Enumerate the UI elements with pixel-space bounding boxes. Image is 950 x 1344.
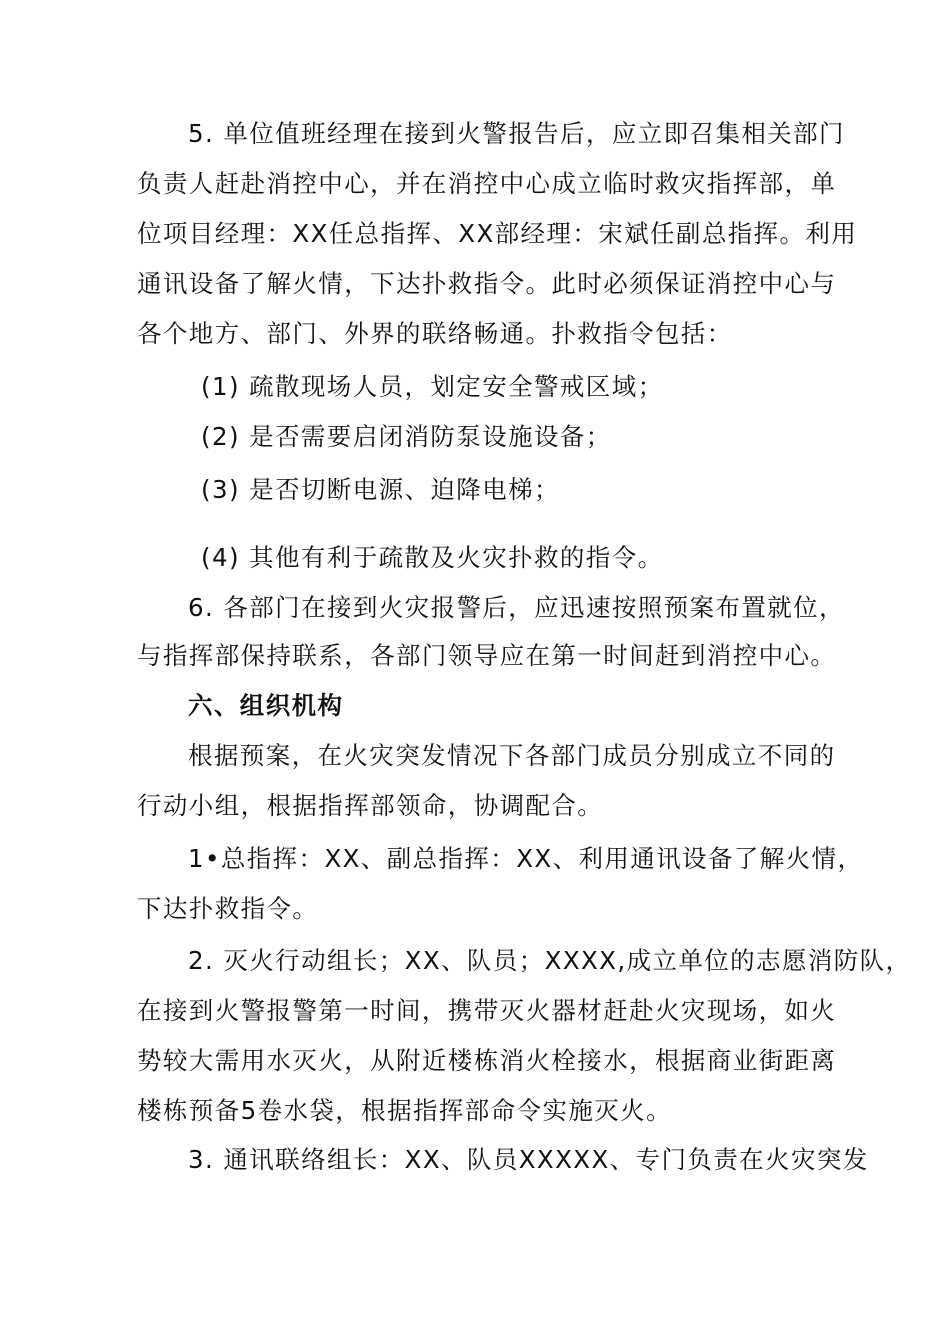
section-heading: 六、组织机构 [188, 691, 344, 720]
list-item-3: (3) 是否切断电源、迫降电梯； [201, 475, 560, 504]
paragraph-5-line-5: 各个地方、部门、外界的联络畅通。扑救指令包括： [137, 319, 733, 348]
group-3-line-1: 3. 通讯联络组长：XX、队员XXXXX、专门负责在火灾突发 [188, 1145, 869, 1174]
intro-line-1: 根据预案，在火灾突发情况下各部门成员分别成立不同的 [188, 741, 836, 770]
list-item-2: (2) 是否需要启闭消防泵设施设备； [201, 422, 612, 451]
group-1-line-1: 1•总指挥：XX、副总指挥：XX、利用通讯设备了解火情， [188, 844, 864, 873]
group-1-line-2: 下达扑救指令。 [137, 894, 319, 923]
paragraph-6-line-2: 与指挥部保持联系，各部门领导应在第一时间赶到消控中心。 [137, 641, 837, 670]
group-2-line-1: 2. 灭火行动组长；XX、队员；XXXX,成立单位的志愿消防队， [188, 946, 912, 975]
group-2-line-2: 在接到火警报警第一时间，携带灭火器材赶赴火灾现场，如火 [137, 996, 837, 1025]
paragraph-6-line-1: 6. 各部门在接到火灾报警后，应迅速按照预案布置就位， [188, 593, 845, 622]
list-item-4: (4) 其他有利于疏散及火灾扑救的指令。 [201, 543, 664, 572]
paragraph-5-line-3: 位项目经理：XX任总指挥、XX部经理：宋斌任副总指挥。利用 [137, 219, 858, 248]
group-2-line-4: 楼栋预备5卷水袋，根据指挥部命令实施灭火。 [137, 1096, 672, 1125]
intro-line-2: 行动小组，根据指挥部领命，协调配合。 [137, 791, 604, 820]
paragraph-5-line-1: 5. 单位值班经理在接到火警报告后，应立即召集相关部门 [188, 119, 845, 148]
paragraph-5-line-2: 负责人赶赴消控中心，并在消控中心成立临时救灾指挥部，单 [137, 169, 837, 198]
paragraph-5-line-4: 通讯设备了解火情，下达扑救指令。此时必须保证消控中心与 [137, 269, 837, 298]
list-item-1: (1) 疏散现场人员，划定安全警戒区域； [201, 372, 664, 401]
group-2-line-3: 势较大需用水灭火，从附近楼栋消火栓接水，根据商业街距离 [137, 1046, 837, 1075]
